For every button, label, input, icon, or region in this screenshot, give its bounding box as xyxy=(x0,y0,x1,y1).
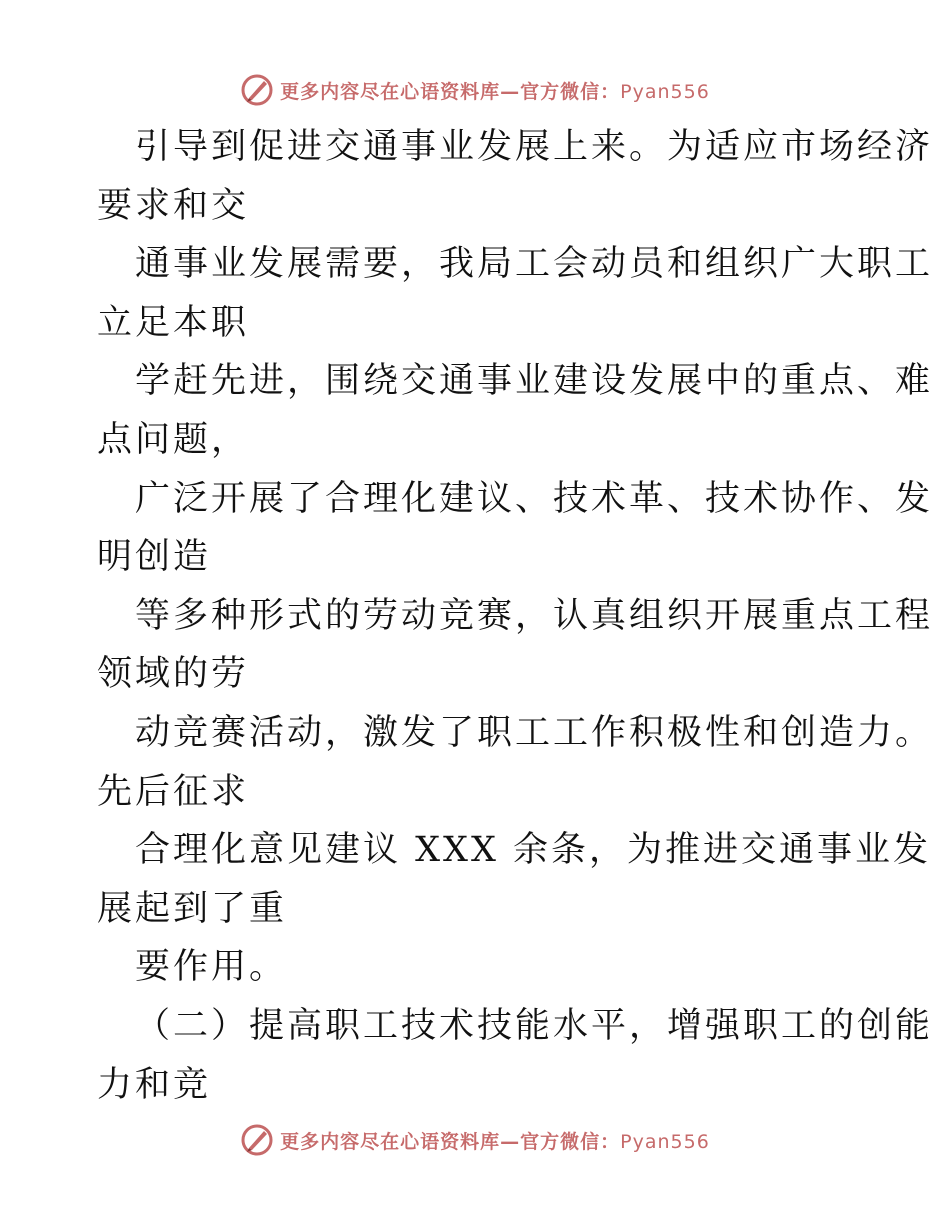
text-line: 先后征求 xyxy=(97,771,250,812)
header-banner xyxy=(0,70,950,110)
text-line: 合理化意见建议 XXX 余条，为推进交通事业发 xyxy=(135,830,932,871)
text-line: （二）提高职工技术技能水平，增强职工的创能 xyxy=(135,1005,934,1046)
footer-banner xyxy=(0,1120,950,1160)
banner-text: 更多内容尽在心语资料库—官方微信： xyxy=(280,80,621,103)
text-line: 展起到了重 xyxy=(97,888,288,929)
pen-feather-logo-icon xyxy=(240,73,274,107)
text-line: 明创造 xyxy=(97,537,212,578)
banner-text: 更多内容尽在心语资料库—官方微信： xyxy=(280,1130,621,1153)
text-line: 动竞赛活动，激发了职工工作积极性和创造力。 xyxy=(135,712,934,753)
wechat-handle: Pyan556 xyxy=(620,80,710,103)
document-body xyxy=(97,118,934,1114)
text-line: 力和竞 xyxy=(97,1064,212,1105)
text-line: 通事业发展需要，我局工会动员和组织广大职工 xyxy=(135,244,934,285)
pen-feather-logo-icon xyxy=(240,1123,274,1157)
text-line: 点问题， xyxy=(97,419,250,460)
wechat-handle: Pyan556 xyxy=(620,1130,710,1153)
text-line: 广泛开展了合理化建议、技术革、技术协作、发 xyxy=(135,478,934,519)
text-line: 学赶先进，围绕交通事业建设发展中的重点、难 xyxy=(135,361,934,402)
text-line: 要作用。 xyxy=(135,947,288,988)
text-line: 等多种形式的劳动竞赛，认真组织开展重点工程 xyxy=(135,595,934,636)
text-line: 要求和交 xyxy=(97,185,250,226)
text-line: 立足本职 xyxy=(97,302,250,343)
text-line: 引导到促进交通事业发展上来。为适应市场经济 xyxy=(135,127,934,167)
text-line: 领域的劳 xyxy=(97,654,250,695)
